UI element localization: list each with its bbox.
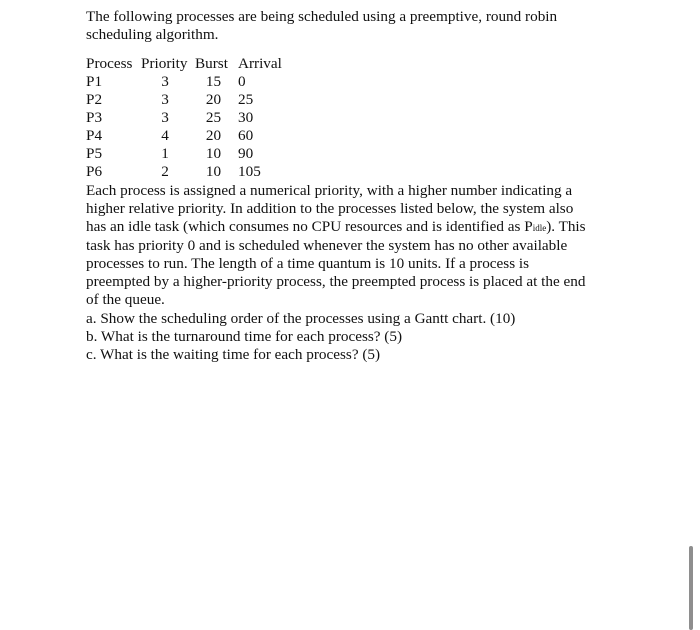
cell-priority: 3 [161,91,169,108]
description-line: of the queue. [86,291,165,308]
description-line: processes to run. The length of a time quantum is 10 units. If a process is [86,255,530,272]
cell-process: P6 [86,163,103,180]
cell-arrival: 30 [238,109,254,126]
intro-paragraph [86,8,606,44]
cell-arrival: 25 [238,91,254,108]
table-row [83,163,285,181]
description-paragraph [86,182,626,309]
cell-arrival: 60 [238,127,254,144]
scrollbar-thumb[interactable] [689,546,693,630]
cell-process: P4 [86,127,103,144]
cell-burst: 10 [205,163,222,180]
description-text: ). This [546,218,586,235]
question-b: b. What is the turnaround time for each process? (5) [86,328,403,345]
cell-priority: 3 [161,73,169,90]
header-process: Process [86,55,133,72]
table-row [83,109,285,127]
description-line: higher relative priority. In addition to the processes listed below, the system also [86,200,574,217]
cell-arrival: 0 [238,73,246,90]
intro-line: scheduling algorithm. [86,26,219,43]
cell-priority: 3 [161,109,169,126]
questions-list [86,310,515,364]
header-arrival: Arrival [238,55,282,72]
cell-burst: 15 [205,73,222,90]
cell-burst: 20 [205,91,222,108]
intro-line: The following processes are being scheduled using a preemptive, round robin [86,8,558,25]
description-line: preempted by a higher-priority process, the preempted process is placed at the end [86,273,586,290]
question-c: c. What is the waiting time for each process? (5) [86,346,381,363]
description-text: has an idle task (which consumes no CPU resources and is identified as P [86,218,533,235]
table-header-row [83,55,285,73]
cell-priority: 4 [161,127,169,144]
idle-subscript: idle [532,223,547,233]
cell-priority: 1 [161,145,169,162]
description-line: task has priority 0 and is scheduled whenever the system has no other available [86,237,568,254]
description-line: Each process is assigned a numerical priority, with a higher number indicating a [86,182,573,199]
table-row [83,91,285,109]
cell-process: P2 [86,91,103,108]
header-burst: Burst [195,55,228,72]
question-a: a. Show the scheduling order of the processes using a Gantt chart. (10) [86,310,516,327]
table-row [83,145,285,163]
cell-burst: 20 [205,127,222,144]
cell-process: P5 [86,145,103,162]
cell-burst: 25 [205,109,222,126]
description-line [86,218,626,237]
table-row [83,73,285,91]
cell-process: P3 [86,109,103,126]
process-table [83,55,285,181]
header-priority: Priority [141,55,188,72]
cell-burst: 10 [205,145,222,162]
cell-process: P1 [86,73,103,90]
table-row [83,127,285,145]
cell-priority: 2 [161,163,169,180]
cell-arrival: 90 [238,145,254,162]
cell-arrival: 105 [238,163,261,180]
